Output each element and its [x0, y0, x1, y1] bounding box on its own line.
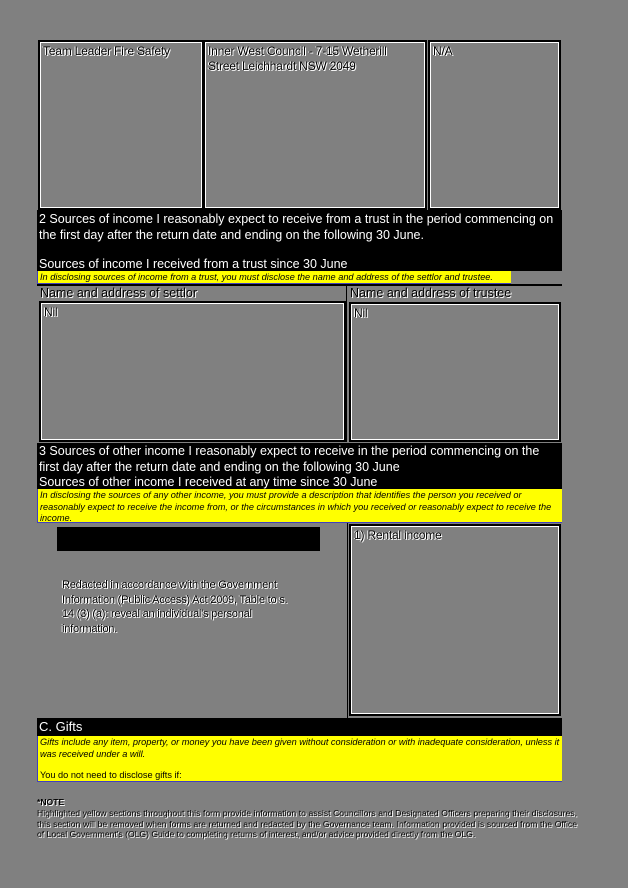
trustee-value: Nil	[354, 306, 368, 320]
section2-heading-line2: Sources of income I received from a trust since 30 June	[39, 257, 348, 271]
trustee-cell	[349, 302, 561, 442]
settlor-cell	[39, 301, 346, 442]
column-divider-3	[347, 523, 348, 719]
section3-heading-line1: 3 Sources of other income I reasonably expect to receive in the period commencing on the first day after the return date and ending on the following 30 June	[39, 444, 540, 474]
gifts-heading-text: C. Gifts	[39, 719, 83, 734]
gifts-guidance-plain: You do not need to disclose gifts if:	[40, 770, 182, 780]
position-value: Team Leader Fire Safety	[43, 44, 170, 58]
gifts-heading	[37, 718, 562, 736]
section2-heading	[37, 210, 562, 271]
gifts-guidance	[37, 736, 562, 782]
address-cell	[203, 40, 427, 210]
income-value: 1) Rental income	[354, 528, 442, 542]
section3-guidance-text: In disclosing the sources of any other income, you must provide a description that identifies the person you received or reasonably expect to receive the income from, or the circumstances in which you received or reasonably expect to receive the income.	[40, 490, 552, 523]
trustee-label: Name and address of trustee	[350, 286, 512, 300]
gifts-guidance-italic: Gifts include any item, property, or money you have been given without consideration or with inadequate consideration, unless it was received under a will.	[40, 737, 560, 759]
section3-guidance	[37, 489, 562, 523]
income-cell	[349, 524, 561, 716]
section2-guidance	[37, 271, 511, 284]
note-title: *NOTE	[37, 797, 65, 807]
redaction-block	[57, 527, 320, 551]
column-divider	[346, 286, 347, 442]
section2-heading-line1: 2 Sources of income I reasonably expect to receive from a trust in the period commencing on the first day after the return date and ending on the following 30 June.	[39, 212, 554, 242]
position-cell	[38, 40, 204, 210]
other-cell	[428, 40, 561, 210]
note-body: Highlighted yellow sections throughout this form provide information to assist Councillors and Designated Officers preparing their disclosures, this section will be removed when forms are returned and redacted by the Governance team. Information provided is sourced from the Office of Local Government's (OLG) Guide to completing returns of interest, and/or advice provided directly from the OLG.	[37, 808, 577, 840]
other-value: N/A	[433, 44, 453, 58]
settlor-label: Name and address of settlor	[40, 286, 198, 300]
address-value: Inner West Council - 7-15 Wetherill Street Leichhardt NSW 2049	[208, 44, 387, 73]
section3-heading-line2: Sources of other income I received at any time since 30 June	[39, 475, 378, 489]
section2-guidance-text: In disclosing sources of income from a trust, you must disclose the name and address of the settlor and trustee.	[40, 272, 493, 282]
settlor-value: Nil	[44, 305, 58, 319]
section3-heading	[37, 443, 562, 489]
redaction-note: Redacted in accordance with the Government Information (Public Access) Act 2009, Table to s. 14 (3) (a): reveal an individual's personal information.	[62, 579, 288, 635]
